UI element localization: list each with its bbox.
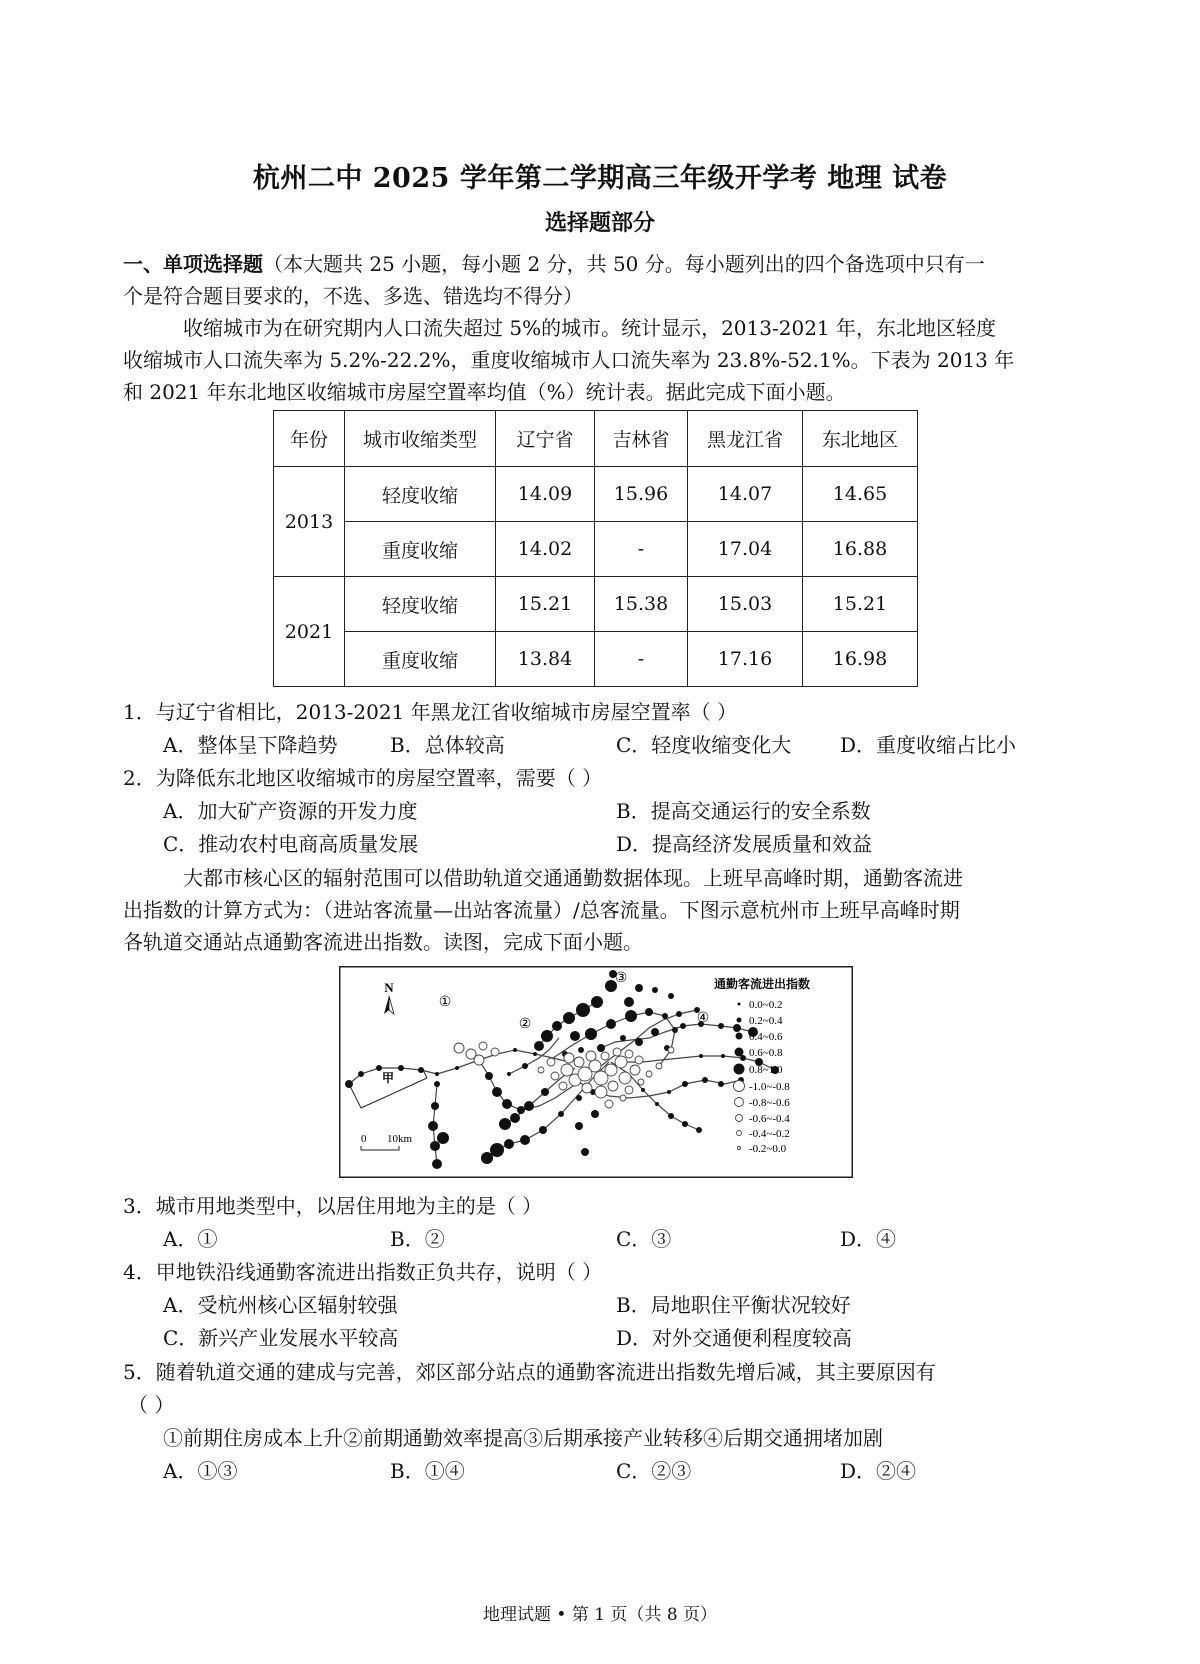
q5-option-b: B．①④ bbox=[390, 1459, 465, 1483]
table-cell: 15.38 bbox=[595, 577, 688, 632]
q4-option-c: C．新兴产业发展水平较高 bbox=[163, 1326, 399, 1350]
q5-option-d: D．②④ bbox=[840, 1459, 917, 1483]
legend-symbol bbox=[735, 1098, 744, 1107]
q4-option-a: A．受杭州核心区辐射较强 bbox=[163, 1293, 398, 1317]
passage1-line3: 和 2021 年东北地区收缩城市房屋空置率均值（%）统计表。据此完成下面小题。 bbox=[123, 380, 846, 404]
label-jia: 甲 bbox=[381, 1071, 395, 1085]
passage2-line2: 出指数的计算方式为：（进站客流量—出站客流量）/总客流量。下图示意杭州市上班早高峰时期 bbox=[123, 898, 960, 922]
legend-symbol bbox=[737, 1018, 742, 1023]
q1-option-c: C．轻度收缩变化大 bbox=[616, 733, 792, 757]
q2-stem: 2．为降低东北地区收缩城市的房屋空置率，需要（ ） bbox=[123, 766, 603, 790]
q5-statements: ①前期住房成本上升②前期通勤效率提高③后期承接产业转移④后期交通拥堵加剧 bbox=[163, 1426, 883, 1450]
table-cell: 15.03 bbox=[688, 577, 803, 632]
passage1-line1: 收缩城市为在研究期内人口流失超过 5%的城市。统计显示，2013-2021 年，东北地区轻度 bbox=[183, 316, 996, 340]
legend-item: -0.2~0.0 bbox=[749, 1143, 787, 1155]
legend-symbol bbox=[734, 1081, 745, 1092]
page-footer: 地理试题 • 第 1 页（共 8 页） bbox=[482, 1605, 718, 1625]
legend-item: 0.2~0.4 bbox=[749, 1015, 783, 1027]
section-title: 选择题部分 bbox=[544, 210, 655, 236]
q3-option-c: C．③ bbox=[616, 1227, 672, 1251]
legend-item: -0.8~-0.6 bbox=[749, 1097, 790, 1109]
table-cell: 17.16 bbox=[688, 632, 803, 687]
table-cell: 16.88 bbox=[803, 522, 918, 577]
table-cell: 轻度收缩 bbox=[345, 467, 496, 522]
q3-option-d: D．④ bbox=[840, 1227, 897, 1251]
table-row bbox=[274, 467, 918, 522]
table-cell: 15.21 bbox=[803, 577, 918, 632]
legend-symbol bbox=[737, 1131, 742, 1136]
table-cell: 16.98 bbox=[803, 632, 918, 687]
table-cell: - bbox=[595, 632, 688, 687]
table-header-row bbox=[274, 411, 918, 467]
table-header: 东北地区 bbox=[803, 411, 918, 467]
q1-stem: 1．与辽宁省相比，2013-2021 年黑龙江省收缩城市房屋空置率（ ） bbox=[123, 700, 737, 724]
legend-symbol bbox=[735, 1048, 744, 1057]
q5-option-a: A．①③ bbox=[163, 1459, 238, 1483]
table-cell: - bbox=[595, 522, 688, 577]
table-cell: 重度收缩 bbox=[345, 632, 496, 687]
part1-instructions-line1 bbox=[123, 248, 985, 280]
table-header: 黑龙江省 bbox=[688, 411, 803, 467]
table-year-cell: 2021 bbox=[274, 577, 345, 687]
marker-4: ④ bbox=[696, 1011, 710, 1026]
legend-title: 通勤客流进出指数 bbox=[714, 977, 811, 991]
table-header: 吉林省 bbox=[595, 411, 688, 467]
table-cell: 轻度收缩 bbox=[345, 577, 496, 632]
part1-heading: 一、单项选择题 bbox=[123, 252, 263, 276]
table-cell: 14.02 bbox=[496, 522, 595, 577]
legend-item: -0.4~-0.2 bbox=[749, 1128, 790, 1140]
q3-option-a: A．① bbox=[163, 1227, 218, 1251]
legend-symbol bbox=[738, 1147, 741, 1150]
exam-title: 杭州二中 2025 学年第二学期高三年级开学考 地理 试卷 bbox=[252, 163, 948, 194]
q5-answer-paren: （ ） bbox=[128, 1393, 175, 1417]
q5-option-c: C．②③ bbox=[616, 1459, 692, 1483]
scale-label: 10km bbox=[387, 1133, 413, 1145]
table-row bbox=[274, 577, 918, 632]
table-cell: 15.96 bbox=[595, 467, 688, 522]
q4-option-b: B．局地职住平衡状况较好 bbox=[616, 1293, 851, 1317]
table-cell: 重度收缩 bbox=[345, 522, 496, 577]
table-header: 城市收缩类型 bbox=[345, 411, 496, 467]
q1-option-b: B．总体较高 bbox=[390, 733, 505, 757]
legend-item: 0.0~0.2 bbox=[749, 999, 783, 1011]
table-cell: 17.04 bbox=[688, 522, 803, 577]
q1-option-a: A．整体呈下降趋势 bbox=[163, 733, 338, 757]
passage2-line3: 各轨道交通站点通勤客流进出指数。读图，完成下面小题。 bbox=[123, 930, 643, 954]
part1-instructions-line2: 个是符合题目要求的，不选、多选、错选均不得分） bbox=[123, 284, 583, 308]
legend-item: -0.6~-0.4 bbox=[749, 1113, 790, 1125]
north-label: N bbox=[384, 980, 394, 995]
legend-item: 0.8~1.0 bbox=[749, 1064, 783, 1076]
passage2-line1: 大都市核心区的辐射范围可以借助轨道交通通勤数据体现。上班早高峰时期，通勤客流进 bbox=[183, 866, 963, 890]
marker-3: ③ bbox=[614, 971, 628, 986]
passage1-line2: 收缩城市人口流失率为 5.2%-22.2%，重度收缩城市人口流失率为 23.8%-52.1%。下表为 2013 年 bbox=[123, 348, 1015, 372]
legend-symbol bbox=[736, 1033, 743, 1040]
q2-option-b: B．提高交通运行的安全系数 bbox=[616, 799, 871, 823]
legend-item: -1.0~-0.8 bbox=[749, 1081, 790, 1093]
commute-index-map bbox=[339, 966, 853, 1178]
q2-option-c: C．推动农村电商高质量发展 bbox=[163, 832, 419, 856]
table-row bbox=[274, 522, 918, 577]
vacancy-table bbox=[273, 410, 918, 687]
q2-option-d: D．提高经济发展质量和效益 bbox=[616, 832, 873, 856]
legend-symbol bbox=[734, 1064, 745, 1075]
legend-item: 0.4~0.6 bbox=[749, 1031, 783, 1043]
table-header: 辽宁省 bbox=[496, 411, 595, 467]
q1-option-d: D．重度收缩占比小 bbox=[840, 733, 1017, 757]
q5-stem: 5．随着轨道交通的建成与完善，郊区部分站点的通勤客流进出指数先增后减，其主要原因有 bbox=[123, 1360, 936, 1384]
table-year-cell: 2013 bbox=[274, 467, 345, 577]
legend-item: 0.6~0.8 bbox=[749, 1047, 783, 1059]
q4-stem: 4．甲地铁沿线通勤客流进出指数正负共存，说明（ ） bbox=[123, 1260, 603, 1284]
q3-option-b: B．② bbox=[390, 1227, 445, 1251]
q2-option-a: A．加大矿产资源的开发力度 bbox=[163, 799, 418, 823]
part1-note: （本大题共 25 小题，每小题 2 分，共 50 分。每小题列出的四个备选项中只有一 bbox=[263, 252, 985, 276]
legend-symbol bbox=[736, 1115, 743, 1122]
marker-2: ② bbox=[518, 1017, 532, 1032]
legend-symbol bbox=[738, 1003, 741, 1006]
table-header: 年份 bbox=[274, 411, 345, 467]
marker-1: ① bbox=[438, 995, 452, 1010]
table-cell: 14.09 bbox=[496, 467, 595, 522]
table-cell: 14.65 bbox=[803, 467, 918, 522]
table-row bbox=[274, 632, 918, 687]
table-cell: 14.07 bbox=[688, 467, 803, 522]
scale-zero: 0 bbox=[361, 1133, 367, 1145]
table-cell: 15.21 bbox=[496, 577, 595, 632]
q3-stem: 3．城市用地类型中，以居住用地为主的是（ ） bbox=[123, 1194, 543, 1218]
table-cell: 13.84 bbox=[496, 632, 595, 687]
q4-option-d: D．对外交通便利程度较高 bbox=[616, 1326, 853, 1350]
